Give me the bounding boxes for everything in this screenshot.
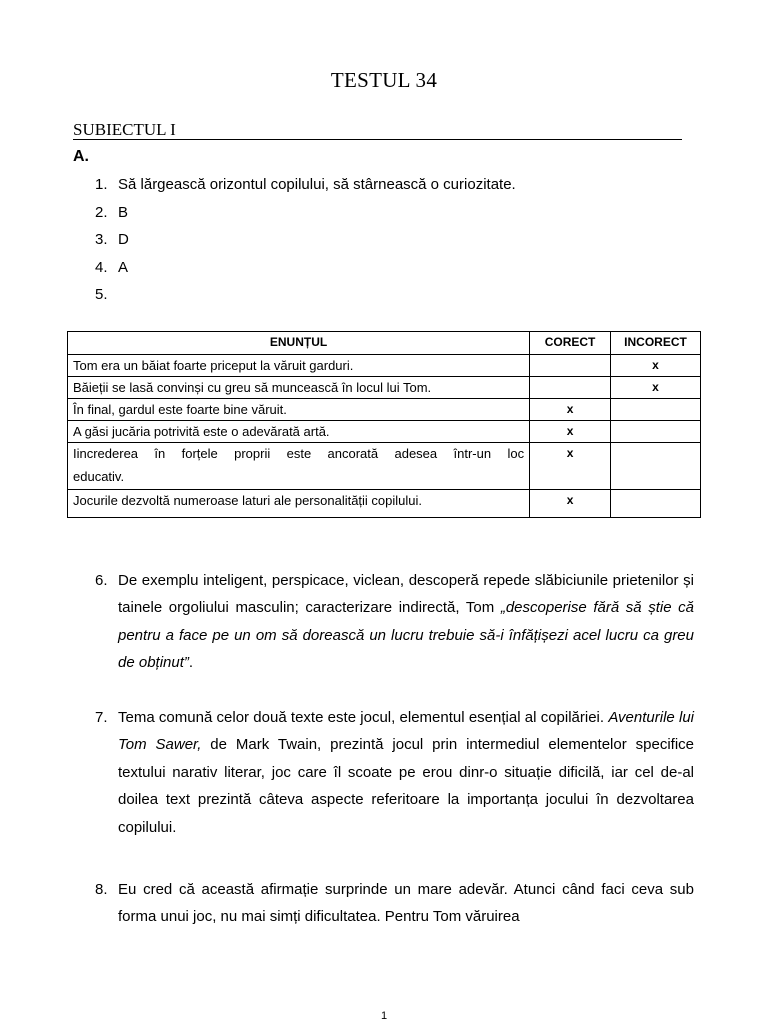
corect-cell: x — [530, 490, 611, 518]
incorect-cell: x — [611, 377, 701, 399]
item-number: 2. — [95, 203, 108, 221]
item-number: 1. — [95, 176, 108, 193]
answer-text — [118, 567, 694, 677]
item-text: D — [118, 231, 129, 248]
item-number: 3. — [95, 231, 108, 248]
answer-number: 8. — [95, 881, 108, 898]
answer-8 — [95, 876, 694, 931]
answer-quote: „descoperise fără să știe că pentru a face pe un om să dorească un lucru trebuie să-i înfățișezi acel lucru ca greu de obținut” — [118, 599, 695, 672]
list-item — [95, 284, 516, 312]
section-label: A. — [73, 148, 89, 165]
table-row — [68, 421, 701, 443]
page-number: 1 — [380, 1010, 388, 1022]
list-item — [95, 229, 516, 257]
header-corect: CORECT — [530, 332, 611, 355]
incorect-cell — [611, 490, 701, 518]
incorect-cell — [611, 421, 701, 443]
corect-cell: x — [530, 421, 611, 443]
header-enuntul: ENUNȚUL — [68, 332, 530, 355]
answer-6 — [95, 567, 694, 677]
table-row — [68, 377, 701, 399]
answer-text — [118, 704, 694, 841]
test-title: TESTUL 34 — [330, 68, 438, 92]
book-title: Aventurile lui Tom Sawer, — [118, 709, 694, 754]
item-text: B — [118, 203, 129, 221]
header-incorect: INCORECT — [611, 332, 701, 355]
incorect-cell — [611, 443, 701, 490]
answer-text-end: . — [188, 654, 194, 672]
statement-cell: Tom era un băiat foarte priceput la văruit garduri. — [68, 355, 530, 377]
statement-cell: Jocurile dezvoltă numeroase laturi ale personalității copilului. — [68, 490, 530, 518]
table-row — [68, 399, 701, 421]
corect-cell — [530, 355, 611, 377]
answer-7 — [95, 704, 694, 841]
short-answer-list — [95, 174, 516, 312]
answer-text: Eu cred că această afirmație surprinde un mare adevăr. Atunci când faci ceva sub forma unui joc, nu mai simți dificultatea. Pentru Tom văruirea — [118, 881, 694, 926]
item-number: 5. — [95, 286, 108, 303]
statement-cell — [68, 443, 530, 490]
corect-cell — [530, 377, 611, 399]
list-item — [95, 202, 516, 230]
incorect-cell: x — [611, 355, 701, 377]
item-text: A — [118, 258, 129, 276]
statement-cell: În final, gardul este foarte bine văruit. — [68, 399, 530, 421]
true-false-table — [67, 331, 701, 518]
table-row — [68, 490, 701, 518]
list-item — [95, 174, 516, 202]
incorect-cell — [611, 399, 701, 421]
item-text: Să lărgească orizontul copilului, să stârnească o curiozitate. — [118, 176, 516, 193]
answer-text-rest: de Mark Twain, prezintă jocul prin intermediul elementelor specifice textului narativ literar, joc care îl scoate pe erou dinr-o situație dificilă, iar cel de-al doilea text prezintă câteva aspecte referitoare la importanța jocului în dezvoltarea copilului. — [118, 736, 694, 836]
answer-number: 7. — [95, 709, 108, 726]
answer-text-start: Tema comună celor două texte este jocul, elementul esențial al copilăriei. — [118, 709, 609, 726]
corect-cell: x — [530, 443, 611, 490]
answer-number: 6. — [95, 572, 108, 589]
table-row — [68, 355, 701, 377]
corect-cell: x — [530, 399, 611, 421]
subject-heading: SUBIECTUL I — [73, 121, 682, 140]
table-row — [68, 443, 701, 490]
statement-line: educativ. — [73, 469, 125, 484]
statement-cell: Băieții se lasă convinși cu greu să muncească în locul lui Tom. — [68, 377, 530, 399]
statement-line: Iincrederea în forțele proprii este ancorată adesea într-un loc — [73, 446, 525, 461]
item-number: 4. — [95, 258, 108, 276]
table-header-row — [68, 332, 701, 355]
list-item — [95, 257, 516, 285]
statement-cell: A găsi jucăria potrivită este o adevărată artă. — [68, 421, 530, 443]
answer-text-plain: De exemplu inteligent, perspicace, viclean, descoperă repede slăbiciunile prietenilor și tainele orgoliului masculin; caracterizare indirectă, Tom — [118, 572, 694, 617]
